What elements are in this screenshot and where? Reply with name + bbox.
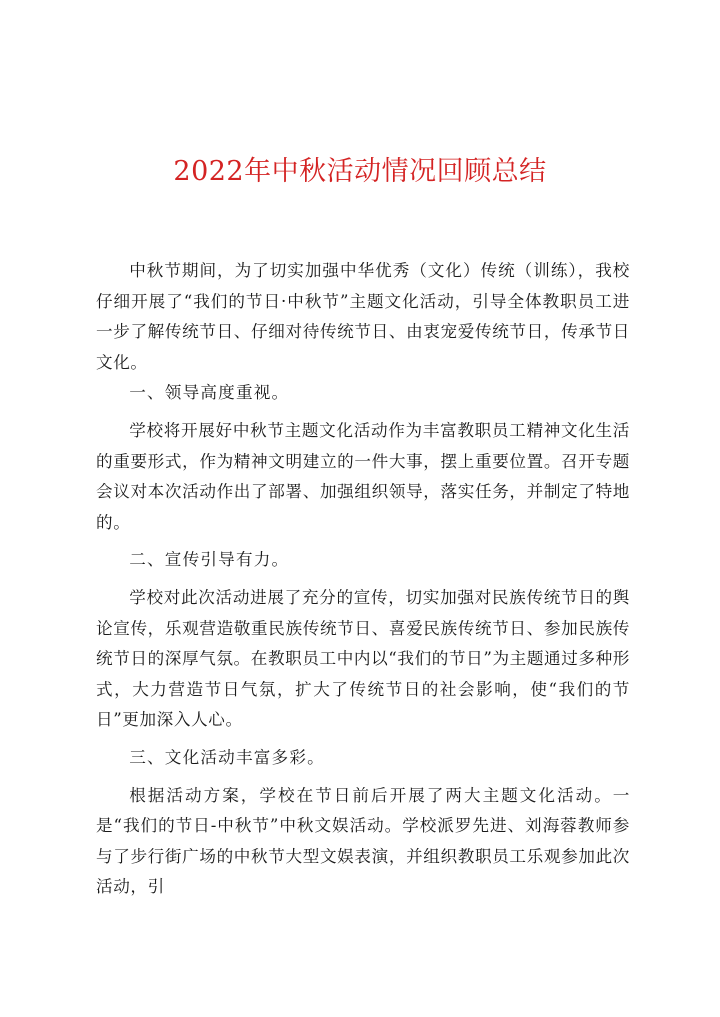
document-body [96,256,630,903]
spacer [96,736,630,743]
section-heading-activities: 三、文化活动丰富多彩。 [129,747,325,767]
spacer [96,774,630,781]
leadership-paragraph: 学校将开展好中秋节主题文化活动作为丰富教职员工精神文化生活的重要形式，作为精神文明建立的一件大事，摆上重要位置。召开专题会议对本次活动作出了部署、加强组织领导，落实任务，并制定了特地的。 [96,420,630,532]
spacer [96,538,630,545]
intro-paragraph: 中秋节期间，为了切实加强中华优秀（文化）传统（训练），我校仔细开展了“我们的节日·中秋节”主题文化活动，引导全体教职员工进一步了解传统节日、仔细对待传统节日、由衷宠爱传统节日，传承节日文化。 [96,261,630,372]
section-heading-publicity: 二、宣传引导有力。 [129,550,290,570]
publicity-paragraph: 学校对此次活动进展了充分的宣传，切实加强对民族传统节日的舆论宣传，乐观营造敬重民族传统节日、喜爱民族传统节日、参加民族传统节日的深厚气氛。在教职员工中内以“我们的节日”为主题通过多种形式，大力营造节日气氛，扩大了传统节日的社会影响，使“我们的节日”更加深入人心。 [96,587,630,730]
document-title: 2022年中秋活动情况回顾总结 [173,156,547,187]
section-heading-leadership: 一、领导高度重视。 [129,383,290,403]
spacer [96,409,630,416]
spacer [96,576,630,583]
activities-paragraph: 根据活动方案，学校在节日前后开展了两大主题文化活动。一是“我们的节日-中秋节”中秋文娱活动。学校派罗先进、刘海蓉教师参与了步行街广场的中秋节大型文娱表演，并组织教职员工乐观参加此次活动，引 [96,785,630,897]
